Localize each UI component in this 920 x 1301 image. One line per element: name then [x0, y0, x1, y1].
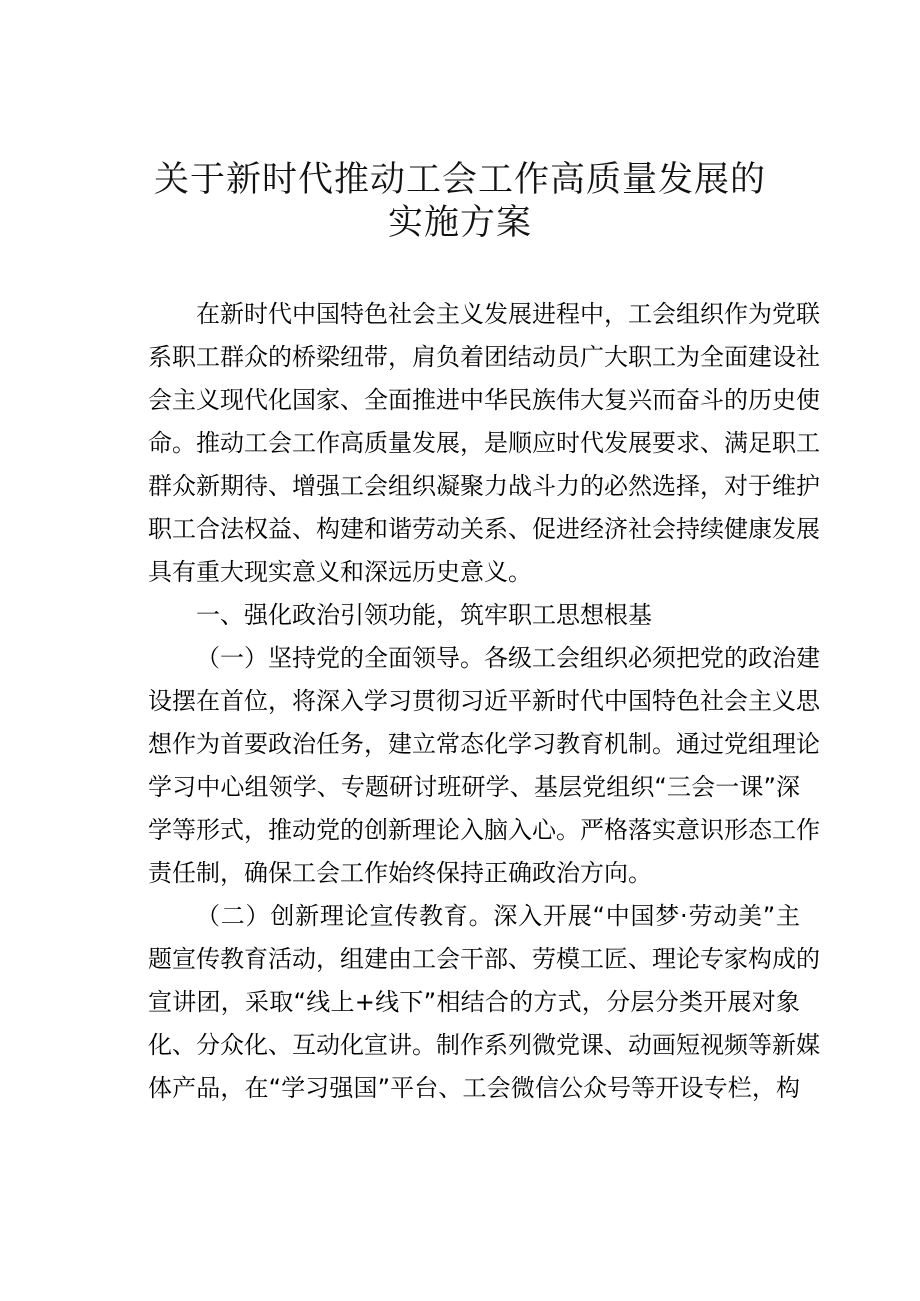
- paragraph-line: 学习中心组领学、专题研讨班研学、基层党组织“三会一课”深: [148, 773, 800, 801]
- paragraph-line: （二）创新理论宣传教育。深入开展“中国梦·劳动美”主: [196, 902, 800, 930]
- paragraph-line: 化、分众化、互动化宣讲。制作系列微党课、动画短视频等新媒: [148, 1031, 820, 1059]
- document-title-line-2: 实施方案: [387, 203, 532, 243]
- paragraph-line: 群众新期待、增强工会组织凝聚力战斗力的必然选择，对于维护: [148, 472, 820, 500]
- paragraph-line: 在新时代中国特色社会主义发展进程中，工会组织作为党联: [196, 300, 820, 328]
- paragraph-line: （一）坚持党的全面领导。各级工会组织必须把党的政治建: [196, 644, 820, 672]
- section-heading: 一、强化政治引领功能，筑牢职工思想根基: [196, 601, 652, 629]
- paragraph-line: 宣讲团，采取“线上+线下”相结合的方式，分层分类开展对象: [148, 988, 800, 1016]
- paragraph-line: 会主义现代化国家、全面推进中华民族伟大复兴而奋斗的历史使: [148, 386, 820, 414]
- paragraph-line: 具有重大现实意义和深远历史意义。: [148, 558, 532, 586]
- paragraph-line: 责任制，确保工会工作始终保持正确政治方向。: [148, 859, 652, 887]
- paragraph-line: 命。推动工会工作高质量发展，是顺应时代发展要求、满足职工: [148, 429, 820, 457]
- paragraph-line: 设摆在首位，将深入学习贯彻习近平新时代中国特色社会主义思: [148, 687, 820, 715]
- paragraph-line: 学等形式，推动党的创新理论入脑入心。严格落实意识形态工作: [148, 816, 820, 844]
- paragraph-line: 题宣传教育活动，组建由工会干部、劳模工匠、理论专家构成的: [148, 945, 820, 973]
- document-title-line-1: 关于新时代推动工会工作高质量发展的: [153, 160, 766, 200]
- paragraph-line: 职工合法权益、构建和谐劳动关系、促进经济社会持续健康发展: [148, 515, 820, 543]
- paragraph-line: 系职工群众的桥梁纽带，肩负着团结动员广大职工为全面建设社: [148, 343, 820, 371]
- paragraph-line: 体产品，在“学习强国”平台、工会微信公众号等开设专栏，构: [148, 1074, 800, 1102]
- paragraph-line: 想作为首要政治任务，建立常态化学习教育机制。通过党组理论: [148, 730, 820, 758]
